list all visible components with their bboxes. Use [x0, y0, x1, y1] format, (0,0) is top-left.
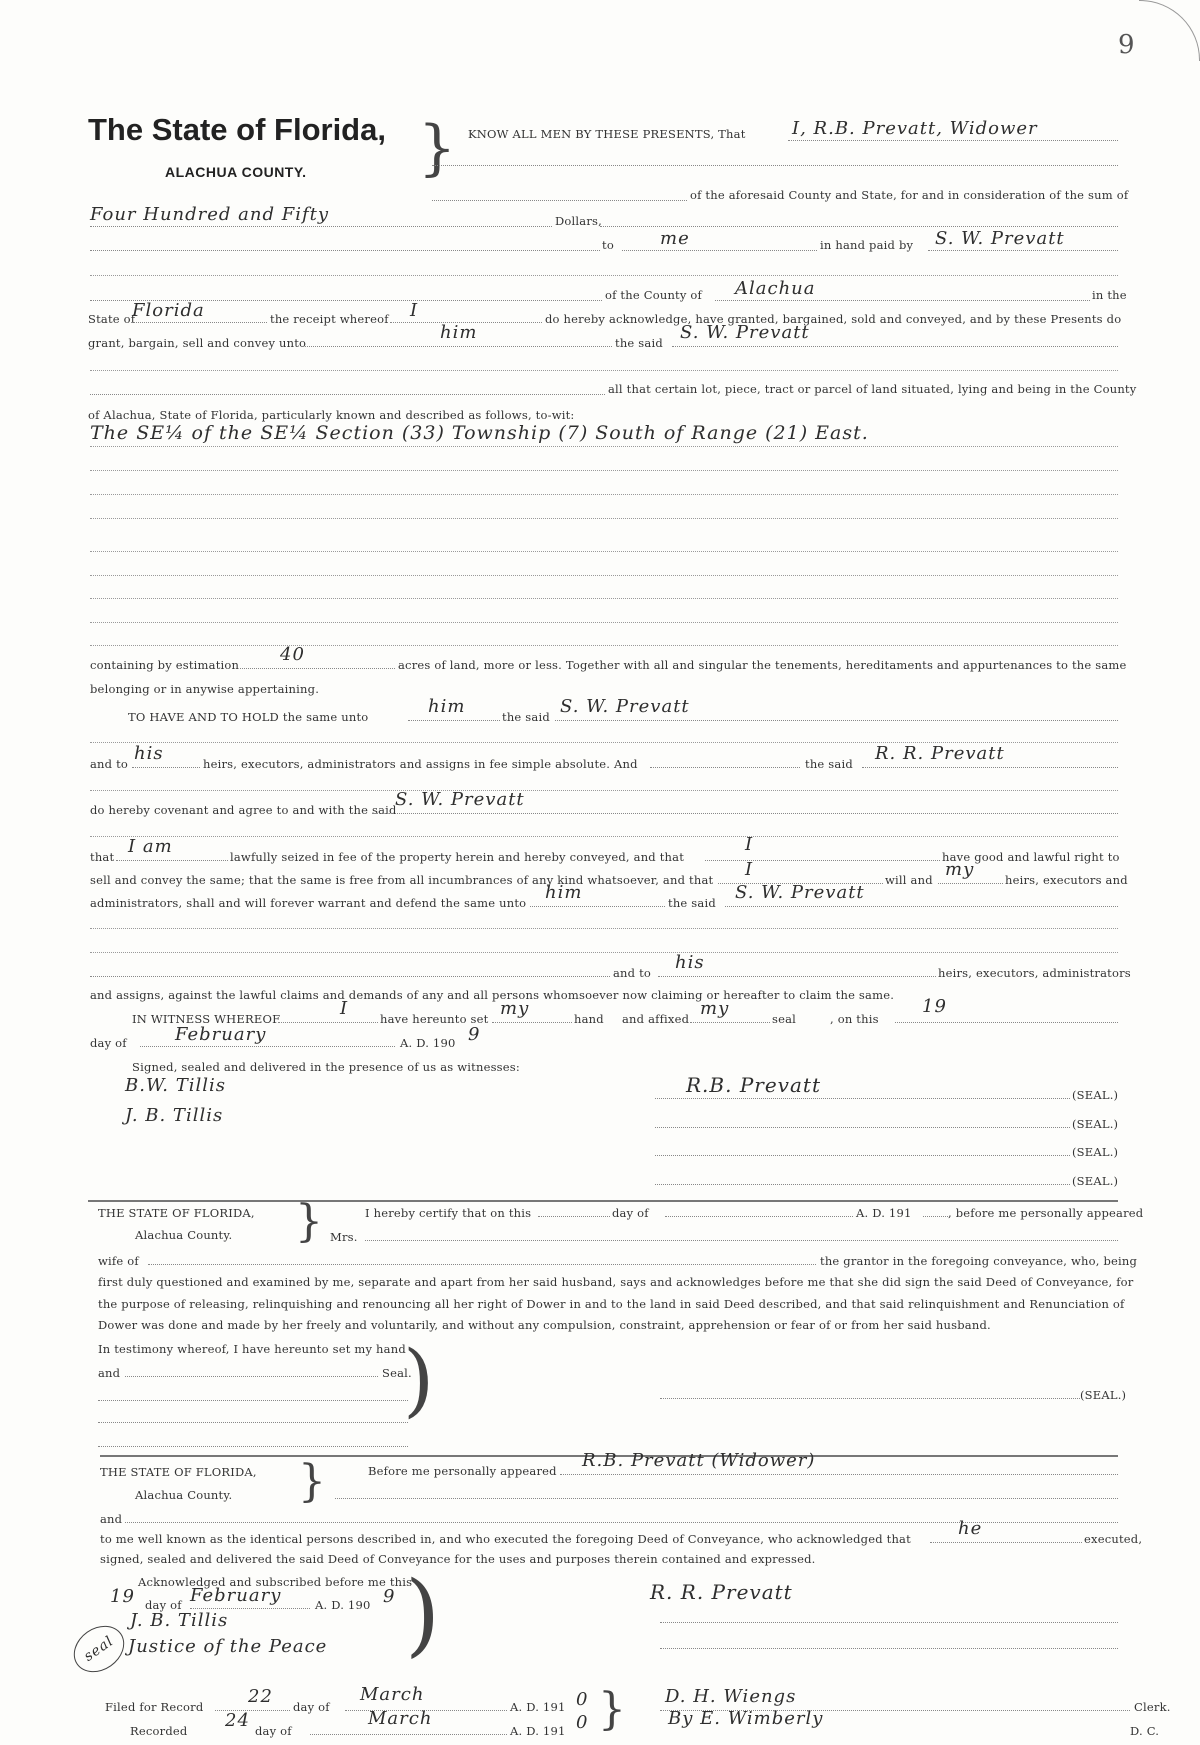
of-county-text: of the County of [605, 288, 703, 302]
will-and-text: will and [885, 873, 933, 887]
witness-text: IN WITNESS WHEREOF [132, 1012, 281, 1026]
ack-known-handwritten: he [958, 1518, 983, 1539]
filed-day-of-text: day of [293, 1700, 330, 1714]
affixed-handwritten: my [700, 998, 730, 1019]
ack-and-text: and [100, 1512, 123, 1526]
seal-4-label: (SEAL.) [1072, 1174, 1119, 1188]
dower-day-of-text: day of [612, 1206, 649, 1220]
year-handwritten: 9 [468, 1024, 481, 1045]
assigns-text: and assigns, against the lawful claims and demands of any and all persons whomsoever now claiming or hereafter to claim the same. [90, 988, 895, 1002]
that-text: that [90, 850, 115, 864]
clerk-handwritten: D. H. Wiengs [665, 1686, 797, 1707]
acknowledge-text: do hereby acknowledge, have granted, bargained, sold and conveyed, and by these Presents do [545, 312, 1122, 326]
receipt-text: the receipt whereof [270, 312, 389, 326]
and-to-2-text: and to [613, 966, 652, 980]
ack-executed-text: executed, [1084, 1532, 1143, 1546]
know-all-text: KNOW ALL MEN BY THESE PRESENTS, That [468, 127, 746, 141]
hereunto-text: have hereunto set [380, 1012, 489, 1026]
dower-wife-of-text: wife of [98, 1254, 139, 1268]
filed-text: Filed for Record [105, 1700, 204, 1714]
in-the-text: in the [1092, 288, 1127, 302]
page-number: 9 [1118, 30, 1135, 60]
dower-mrs-text: Mrs. [330, 1230, 358, 1244]
dower-county: Alachua County. [135, 1228, 233, 1242]
ack-year-handwritten: 9 [383, 1586, 396, 1607]
ack-day-handwritten: 19 [110, 1586, 135, 1607]
dower-state: THE STATE OF FLORIDA, [98, 1206, 255, 1220]
to-handwritten: me [660, 228, 690, 249]
seal-2-label: (SEAL.) [1072, 1117, 1119, 1131]
paid-by-handwritten: S. W. Prevatt [935, 228, 1065, 249]
state-handwritten: Florida [132, 300, 205, 321]
dower-certify-text: I hereby certify that on this [365, 1206, 532, 1220]
seal-stamp [65, 1616, 133, 1681]
and-to-text: and to [90, 757, 129, 771]
filing-brace: } [598, 1684, 626, 1735]
ack-acknowledged-text: Acknowledged and subscribed before me this [138, 1575, 413, 1589]
habendum-handwritten: him [428, 696, 466, 717]
filed-ad-text: A. D. 191 [510, 1700, 566, 1714]
rec-day-of-text: day of [255, 1724, 292, 1738]
filed-day-handwritten: 22 [248, 1686, 273, 1707]
acres-handwritten: 40 [280, 644, 305, 665]
rec-year-handwritten: 0 [576, 1712, 589, 1733]
dc-handwritten: By E. Wimberly [668, 1708, 824, 1729]
dower-and-text: and [98, 1366, 121, 1380]
month-handwritten: February [175, 1024, 267, 1045]
admins-name-handwritten: S. W. Prevatt [735, 882, 865, 903]
ack-before-handwritten: R.B. Prevatt (Widower) [582, 1450, 816, 1471]
ad-text: A. D. 190 [400, 1036, 456, 1050]
sell-handwritten: I [745, 859, 754, 880]
witness-1-handwritten: B.W. Tillis [125, 1075, 227, 1096]
hereunto-handwritten: my [500, 998, 530, 1019]
habendum-text: TO HAVE AND TO HOLD the same unto [128, 710, 369, 724]
date-handwritten: 19 [922, 996, 947, 1017]
will-handwritten: my [945, 859, 975, 880]
dower-line-2: the purpose of releasing, relinquishing and renouncing all her right of Dower in and to the land in said Deed described, and that said relinquishment and Renunciation of [98, 1297, 1125, 1311]
dower-line-3: Dower was done and made by her freely and voluntarily, and without any compulsion, constraint, apprehension or fear of or from her said husband. [98, 1318, 991, 1332]
recorded-text: Recorded [130, 1724, 188, 1738]
witness-2-handwritten: J. B. Tillis [125, 1105, 224, 1126]
and-to-handwritten: his [134, 743, 164, 764]
day-of-text: day of [90, 1036, 127, 1050]
the-said-2-text: the said [805, 757, 853, 771]
grantor-signature-handwritten: R.B. Prevatt [686, 1073, 821, 1097]
habendum-said-text: the said [502, 710, 550, 724]
dower-seal-label: (SEAL.) [1080, 1388, 1127, 1402]
ack-signed-text: signed, sealed and delivered the said Deed of Conveyance for the uses and purposes therein contained and expressed. [100, 1552, 816, 1566]
grantee-handwritten: S. W. Prevatt [680, 322, 810, 343]
sum-handwritten: Four Hundred and Fifty [90, 204, 330, 225]
and-to-2-handwritten: his [675, 952, 705, 973]
ack-before-text: Before me personally appeared [368, 1464, 557, 1478]
dower-testimony-text: In testimony whereof, I have hereunto set my hand [98, 1342, 406, 1356]
ack-justice-title-handwritten: Justice of the Peace [128, 1636, 328, 1657]
seal-3-label: (SEAL.) [1072, 1145, 1119, 1159]
covenant-text: do hereby covenant and agree to and with the said [90, 803, 397, 817]
grant-text: grant, bargain, sell and convey unto [88, 336, 307, 350]
filed-year-handwritten: 0 [576, 1689, 589, 1710]
grantor-2-handwritten: R. R. Prevatt [875, 743, 1005, 764]
state-of-text: State of [88, 312, 136, 326]
legal-description-handwritten: The SE¼ of the SE¼ Section (33) Township (7) South of Range (21) East. [90, 422, 869, 444]
dollars-text: Dollars, [555, 214, 603, 228]
ack-month-handwritten: February [190, 1585, 282, 1606]
signed-text: Signed, sealed and delivered in the presence of us as witnesses: [132, 1060, 520, 1074]
seized-handwritten: I [745, 834, 754, 855]
ack-county: Alachua County. [135, 1488, 233, 1502]
county-handwritten: Alachua [735, 278, 816, 299]
seized-text: lawfully seized in fee of the property herein and hereby conveyed, and that [230, 850, 685, 864]
all-that-text: all that certain lot, piece, tract or parcel of land situated, lying and being in the County [608, 382, 1137, 396]
grant-handwritten: him [440, 322, 478, 343]
ack-justice-name-handwritten: J. B. Tillis [130, 1610, 229, 1631]
header-brace: } [418, 113, 457, 183]
ack-day-of-text: day of [145, 1598, 182, 1612]
county-title: ALACHUA COUNTY. [165, 164, 307, 180]
dower-before-text: , before me personally appeared [948, 1206, 1144, 1220]
that-handwritten: I am [128, 836, 173, 857]
ack-known-text: to me well known as the identical persons described in, and who executed the foregoing Deed of Conveyance, who acknowledged that [100, 1532, 911, 1546]
seal-1-label: (SEAL.) [1072, 1088, 1119, 1102]
rec-day-handwritten: 24 [225, 1710, 250, 1731]
receipt-handwritten: I [410, 300, 419, 321]
dower-ad-text: A. D. 191 [856, 1206, 912, 1220]
seal-stamp-text: seal [81, 1633, 117, 1665]
ack-brace: } [298, 1456, 326, 1507]
heirs-2-text: heirs, executors, administrators [938, 966, 1131, 980]
admins-handwritten: him [545, 882, 583, 903]
ack-justice-brace: ) [405, 1562, 441, 1667]
grantor-handwritten: I, R.B. Prevatt, Widower [792, 118, 1038, 139]
paid-by-text: in hand paid by [820, 238, 914, 252]
of-alachua-text: of Alachua, State of Florida, particularly known and described as follows, to-wit: [88, 408, 575, 422]
page-corner [1139, 0, 1200, 61]
covenant-handwritten: S. W. Prevatt [395, 789, 525, 810]
to-text: to [602, 238, 614, 252]
ack-ad-text: A. D. 190 [315, 1598, 371, 1612]
filed-month-handwritten: March [360, 1684, 425, 1705]
admins-said-text: the said [668, 896, 716, 910]
rec-month-handwritten: March [368, 1708, 433, 1729]
dc-text: D. C. [1130, 1724, 1160, 1738]
dower-grantor-text: the grantor in the foregoing conveyance, who, being [820, 1254, 1138, 1268]
on-this-text: , on this [830, 1012, 879, 1026]
hand-text: hand [574, 1012, 604, 1026]
the-said-text: the said [615, 336, 663, 350]
dower-brace: } [295, 1196, 323, 1247]
clerk-text: Clerk. [1134, 1700, 1171, 1714]
ack-state: THE STATE OF FLORIDA, [100, 1465, 257, 1479]
habendum-name-handwritten: S. W. Prevatt [560, 696, 690, 717]
sell-text: sell and convey the same; that the same is free from all incumbrances of any kind whatsoever, and that [90, 873, 714, 887]
belonging-text: belonging or in anywise appertaining. [90, 682, 320, 696]
dower-line-1: first duly questioned and examined by me, separate and apart from her said husband, says and acknowledges before me that she did sign the said Deed of Conveyance, for [98, 1275, 1134, 1289]
dower-seal-text: Seal. [382, 1366, 412, 1380]
seal-on-text: seal [772, 1012, 797, 1026]
county-state-text: of the aforesaid County and State, for and in consideration of the sum of [690, 188, 1129, 202]
have-good-text: have good and lawful right to [942, 850, 1120, 864]
state-title: The State of Florida, [88, 112, 386, 147]
heirs-exec-text: heirs, executors and [1005, 873, 1128, 887]
heirs-text: heirs, executors, administrators and assigns in fee simple absolute. And [203, 757, 638, 771]
witness-handwritten: I [340, 998, 349, 1019]
containing-text: containing by estimation [90, 658, 240, 672]
affixed-text: and affixed [622, 1012, 690, 1026]
rec-ad-text: A. D. 191 [510, 1724, 566, 1738]
ack-signature-handwritten: R. R. Prevatt [650, 1580, 793, 1604]
admins-text: administrators, shall and will forever warrant and defend the same unto [90, 896, 527, 910]
acres-text: acres of land, more or less. Together with all and singular the tenements, hereditaments and appurtenances to the same [398, 658, 1127, 672]
dower-testimony-brace: ) [403, 1333, 435, 1426]
